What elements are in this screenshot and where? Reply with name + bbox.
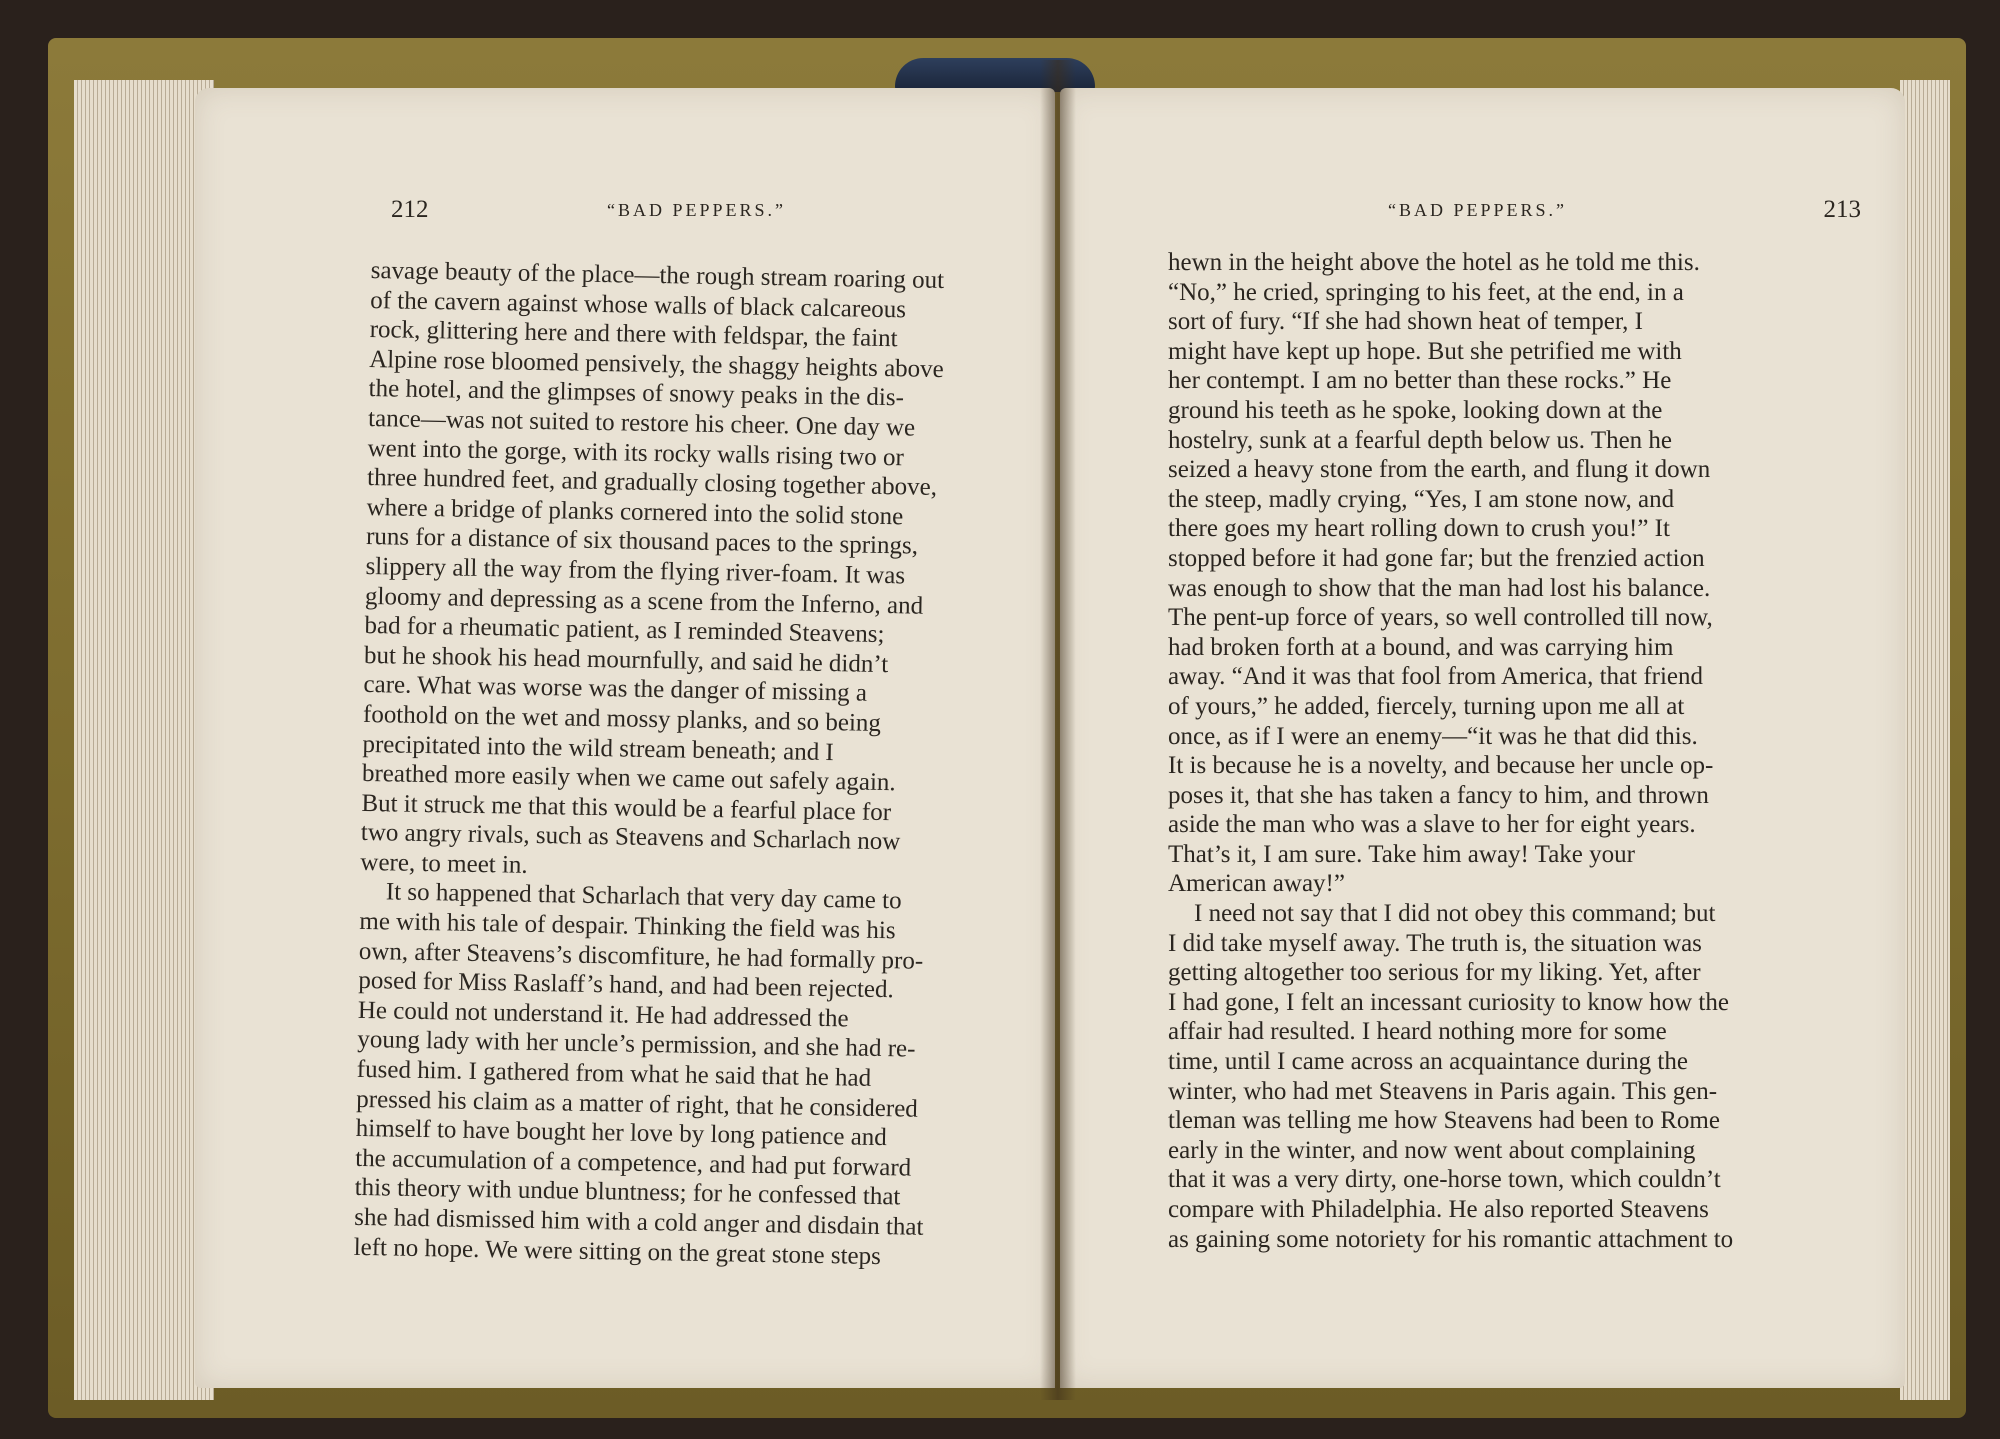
- page-edges-right: [1900, 80, 1950, 1400]
- page-edges-left: [74, 80, 214, 1400]
- text-line: of the cavern against whose walls of black calcareous: [369, 286, 907, 323]
- text-line: I had gone, I felt an incessant curiosity to know how the: [1168, 988, 1729, 1016]
- text-line: stopped before it had gone far; but the frenzied action: [1168, 544, 1705, 572]
- text-line: runs for a distance of six thousand paces to the springs,: [365, 523, 919, 560]
- text-line: hewn in the height above the hotel as he told me this.: [1168, 249, 1700, 276]
- page-number-right: 213: [1823, 196, 1861, 223]
- text-line: fused him. I gathered from what he said that he had: [356, 1055, 872, 1092]
- body-text-left: [353, 256, 988, 1273]
- text-line: himself to have bought her love by long patience and: [355, 1115, 888, 1152]
- text-line: precipitated into the wild stream beneath; and I: [362, 730, 835, 766]
- text-line: rock, glittering here and there with feldspar, the faint: [369, 316, 898, 353]
- text-line: American away!”: [1168, 870, 1345, 898]
- text-line: It is because he is a novelty, and because her uncle op-: [1168, 752, 1714, 780]
- text-line: time, until I came across an acquaintance during the: [1168, 1048, 1688, 1076]
- text-line: care. What was worse was the danger of missing a: [363, 671, 868, 708]
- text-line: sort of fury. “If she had shown heat of temper, I: [1168, 308, 1643, 336]
- text-line: pressed his claim as a matter of right, that he considered: [356, 1085, 919, 1123]
- text-line: winter, who had met Steavens in Paris again. This gen-: [1168, 1077, 1718, 1105]
- text-line: as gaining some notoriety for his romantic attachment to: [1168, 1225, 1734, 1253]
- text-line: was enough to show that the man had lost his balance.: [1168, 574, 1711, 602]
- text-line: might have kept up hope. But she petrified me with: [1168, 337, 1682, 365]
- text-line: breathed more easily when we came out safely again.: [361, 760, 896, 797]
- text-line: hostelry, sunk at a fearful depth below us. Then he: [1168, 426, 1673, 454]
- text-line: away. “And it was that fool from America, that friend: [1168, 663, 1704, 691]
- text-line: ground his teeth as he spoke, looking down at the: [1168, 396, 1663, 424]
- text-line: the accumulation of a competence, and had put forward: [355, 1144, 912, 1182]
- text-line: getting altogether too serious for my liking. Yet, after: [1168, 959, 1701, 987]
- text-line: went into the gorge, with its rocky walls rising two or: [367, 434, 905, 471]
- text-line: had broken forth at a bound, and was carrying him: [1168, 633, 1674, 661]
- text-line: posed for Miss Raslaff’s hand, and had been rejected.: [358, 967, 895, 1004]
- page-number-left: 212: [391, 196, 429, 223]
- text-line: tance—was not suited to restore his cheer. One day we: [367, 404, 916, 442]
- text-line: The pent-up force of years, so well controlled till now,: [1168, 604, 1713, 632]
- text-line: she had dismissed him with a cold anger and disdain that: [353, 1203, 924, 1241]
- text-line: left no hope. We were sitting on the great stone steps: [353, 1233, 882, 1270]
- text-line: seized a heavy stone from the earth, and flung it down: [1168, 456, 1711, 484]
- text-line: savage beauty of the place—the rough stream roaring out: [370, 256, 945, 295]
- text-line: He could not understand it. He had addressed the: [357, 996, 849, 1033]
- text-line: affair had resulted. I heard nothing more for some: [1168, 1018, 1667, 1046]
- text-line: this theory with undue bluntness; for he confessed that: [354, 1174, 901, 1211]
- text-line: early in the winter, and now went about complaining: [1168, 1136, 1696, 1164]
- text-line: once, as if I were an enemy—“it was he that did this.: [1168, 722, 1698, 750]
- running-head-right: “BAD PEPPERS.”: [1388, 200, 1568, 220]
- text-line: That’s it, I am sure. Take him away! Take your: [1168, 840, 1635, 868]
- text-line: foothold on the wet and mossy planks, and so being: [362, 700, 882, 737]
- text-line: but he shook his head mournfully, and said he didn’t: [363, 641, 889, 678]
- text-line: “No,” he cried, springing to his feet, at the end, in a: [1168, 278, 1684, 306]
- text-line: compare with Philadelphia. He also reported Steavens: [1168, 1196, 1709, 1223]
- text-line: three hundred feet, and gradually closing together above,: [366, 464, 938, 502]
- text-line: It so happened that Scharlach that very day came to: [385, 878, 902, 915]
- text-line: that it was a very dirty, one-horse town, which couldn’t: [1168, 1166, 1721, 1194]
- text-line: there goes my heart rolling down to crush you!” It: [1168, 515, 1670, 543]
- text-line: of yours,” he added, fiercely, turning upon me all at: [1168, 692, 1685, 720]
- running-head-left: “BAD PEPPERS.”: [607, 200, 787, 220]
- text-line: where a bridge of planks cornered into the solid stone: [366, 493, 904, 531]
- text-line: slippery all the way from the flying river-foam. It was: [365, 552, 906, 590]
- book-gutter: [1040, 60, 1076, 1400]
- text-line: me with his tale of despair. Thinking the field was his: [359, 907, 896, 945]
- text-line: young lady with her uncle’s permission, and she had re-: [357, 1026, 916, 1064]
- left-page: [195, 88, 1055, 1388]
- text-line: bad for a rheumatic patient, as I reminded Steavens;: [364, 612, 885, 649]
- text-line: the hotel, and the glimpses of snowy peaks in the dis-: [368, 375, 905, 412]
- text-line: I did take myself away. The truth is, the situation was: [1168, 929, 1702, 957]
- text-line: her contempt. I am no better than these rocks.” He: [1168, 367, 1672, 395]
- text-line: But it struck me that this would be a fearful place for: [361, 789, 892, 826]
- body-text-right: [1168, 248, 1782, 1254]
- text-line: own, after Steavens’s discomfiture, he had formally pro-: [358, 937, 924, 975]
- text-line: poses it, that she has taken a fancy to him, and thrown: [1168, 781, 1709, 809]
- text-line: aside the man who was a slave to her for eight years.: [1168, 811, 1696, 839]
- text-line: I need not say that I did not obey this command; but: [1194, 900, 1716, 928]
- right-page: [1060, 88, 1905, 1388]
- text-line: were, to meet in.: [360, 848, 528, 879]
- text-line: tleman was telling me how Steavens had been to Rome: [1168, 1107, 1720, 1135]
- text-line: the steep, madly crying, “Yes, I am stone now, and: [1168, 485, 1675, 513]
- text-line: Alpine rose bloomed pensively, the shaggy heights above: [368, 345, 945, 383]
- text-line: two angry rivals, such as Steavens and Scharlach now: [360, 819, 901, 856]
- text-line: gloomy and depressing as a scene from the Inferno, and: [364, 582, 924, 620]
